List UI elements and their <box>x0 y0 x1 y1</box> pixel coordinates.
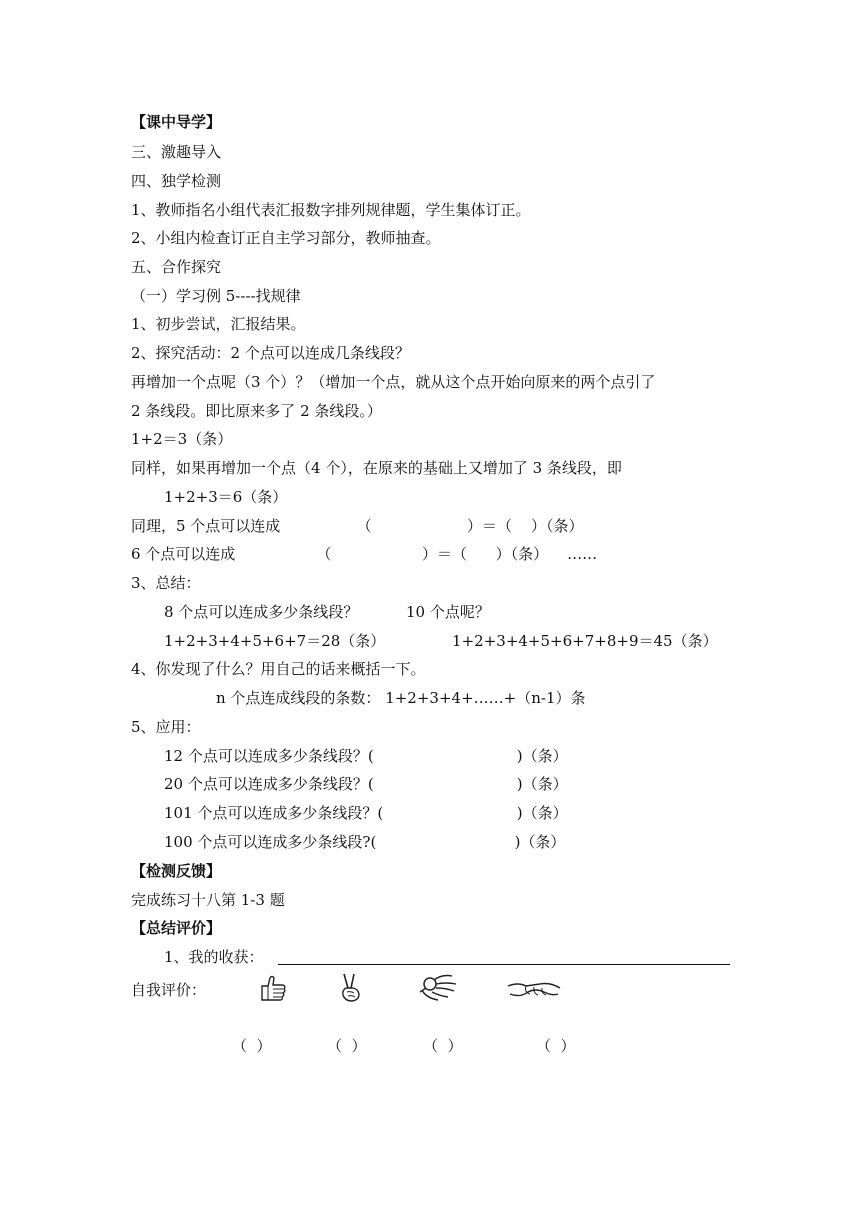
step-2-line-e: 1+2+3＝6（条） <box>164 488 288 506</box>
eval-bracket-2[interactable]: （ ） <box>327 1037 367 1055</box>
gain-answer-line[interactable] <box>278 964 730 965</box>
step-2-line-g: 6 个点可以连成 （ ）＝（ ）（条） …… <box>131 545 598 563</box>
feedback-heading: 【检测反馈】 <box>131 862 222 880</box>
apply-q12: 12 个点可以连成多少条线段？( )（条） <box>164 747 568 765</box>
step-1: 1、初步尝试，汇报结果。 <box>131 315 306 333</box>
eval-bracket-3[interactable]: （ ） <box>423 1037 463 1055</box>
step-2-line-d: 同样，如果再增加一个点（4 个），在原来的基础上又增加了 3 条线段，即 <box>131 459 622 477</box>
gain-label: 1、我的收获： <box>164 948 264 966</box>
step-4: 4、你发现了什么？用自己的话来概括一下。 <box>131 660 426 678</box>
section-5: 五、合作探究 <box>131 258 222 276</box>
section-4-item-1: 1、教师指名小组代表汇报数字排列规律题，学生集体订正。 <box>131 201 531 219</box>
step-4-formula: n 个点连成线段的条数： 1+2+3+4+……+（n-1）条 <box>216 689 586 707</box>
apply-q101: 101 个点可以连成多少条线段？( )（条） <box>164 804 568 822</box>
example-title: （一）学习例 5----找规律 <box>131 287 301 305</box>
section-3: 三、激趣导入 <box>131 143 222 161</box>
step-3-question: 8 个点可以连成多少条线段？ 10 个点呢？ <box>164 603 490 621</box>
eval-bracket-4[interactable]: （ ） <box>536 1037 576 1055</box>
step-2-line-f: 同理，5 个点可以连成 （ ）＝（ ）（条） <box>131 517 584 535</box>
step-2: 2、探究活动：2 个点可以连成几条线段？ <box>131 344 410 362</box>
step-2-line-a: 再增加一个点呢（3 个）？（增加一个点，就从这个点开始向原来的两个点引了 <box>131 373 656 391</box>
section-4: 四、独学检测 <box>131 172 222 190</box>
section-4-item-2: 2、小组内检查订正自主学习部分，教师抽查。 <box>131 229 441 247</box>
self-eval-label: 自我评价： <box>131 981 207 999</box>
step-3: 3、总结： <box>131 574 201 592</box>
in-class-heading: 【课中导学】 <box>131 113 222 131</box>
apply-q20: 20 个点可以连成多少条线段？( )（条） <box>164 775 568 793</box>
handshake-icon <box>506 978 562 1004</box>
step-3-answer: 1+2+3+4+5+6+7＝28（条） 1+2+3+4+5+6+7+8+9＝45（条） <box>164 632 718 650</box>
thumbs-up-icon <box>256 974 290 1004</box>
apply-q100: 100 个点可以连成多少条线段?( )（条） <box>164 833 566 851</box>
ok-hand-icon <box>416 972 460 1004</box>
eval-bracket-1[interactable]: （ ） <box>232 1037 272 1055</box>
step-2-line-c: 1+2＝3（条） <box>131 430 233 448</box>
feedback-text: 完成练习十八第 1-3 题 <box>131 891 285 909</box>
step-2-line-b: 2 条线段。即比原来多了 2 条线段。） <box>131 402 382 420</box>
victory-hand-icon <box>336 972 366 1004</box>
step-5: 5、应用： <box>131 718 201 736</box>
summary-heading: 【总结评价】 <box>131 919 222 937</box>
